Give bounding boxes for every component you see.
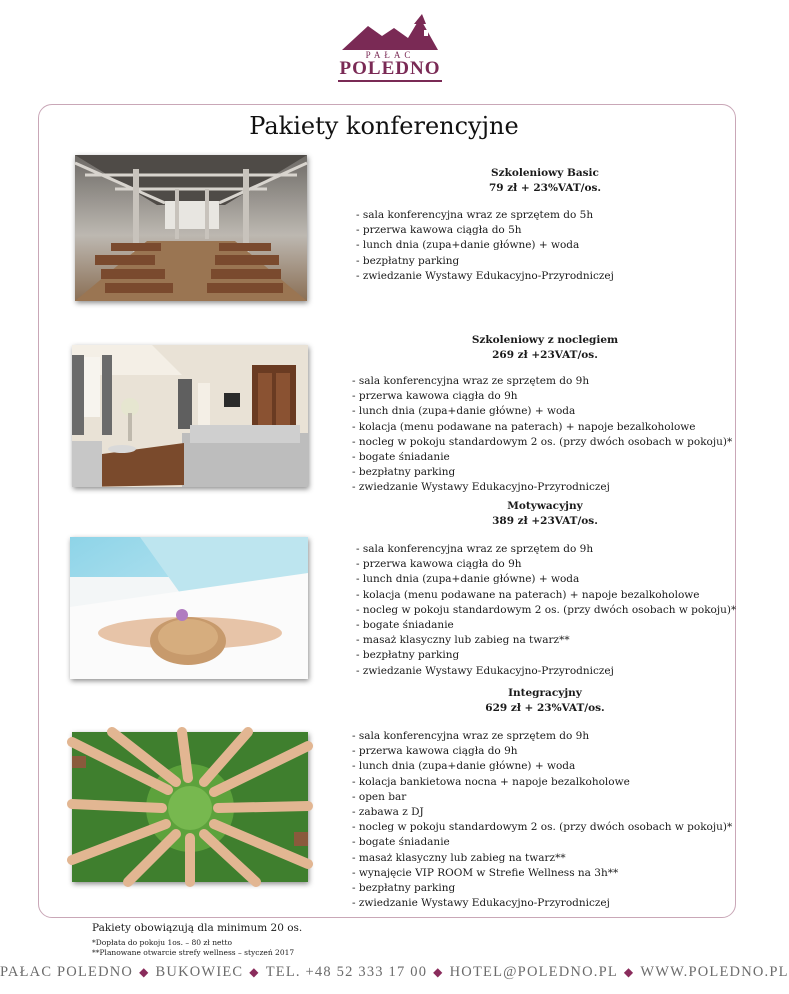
list-item: - zwiedzanie Wystawy Edukacyjno-Przyrodniczej [356, 269, 614, 282]
team-hands-photo [72, 732, 308, 882]
list-item: - przerwa kawowa ciągła do 9h [356, 558, 522, 571]
list-item: - wynajęcie VIP ROOM w Strefie Wellness na 3h** [352, 866, 619, 879]
list-item: - przerwa kawowa ciągła do 5h [356, 224, 522, 237]
package-motivational-name: Motywacyjny [507, 500, 583, 512]
list-item: - lunch dnia (zupa+danie główne) + woda [356, 239, 580, 252]
page-title: Pakiety konferencyjne [249, 112, 519, 140]
package-motivational-price: 389 zł +23VAT/os. [492, 515, 598, 527]
list-item: - przerwa kawowa ciągła do 9h [352, 390, 518, 403]
list-item: - bezpłatny parking [352, 882, 456, 895]
list-item: - nocleg w pokoju standardowym 2 os. (przy dwóch osobach w pokoju)* [352, 821, 733, 834]
wellness-note: **Planowane otwarcie strefy wellness – styczeń 2017 [92, 948, 295, 957]
package-integration-price: 629 zł + 23%VAT/os. [485, 702, 605, 714]
list-item: - zwiedzanie Wystawy Edukacyjno-Przyrodniczej [352, 897, 610, 910]
footnotes [92, 938, 294, 958]
list-item: - sala konferencyjna wraz ze sprzętem do 9h [352, 730, 590, 742]
list-item: - przerwa kawowa ciągła do 9h [352, 745, 518, 758]
list-item: - lunch dnia (zupa+danie główne) + woda [352, 760, 576, 773]
minimum-note: Pakiety obowiązują dla minimum 20 os. [92, 922, 303, 934]
package-integration-name: Integracyjny [508, 687, 582, 699]
list-item: - lunch dnia (zupa+danie główne) + woda [356, 573, 580, 586]
footer-place: BUKOWIEC [155, 964, 244, 980]
conference-hall-photo [75, 155, 307, 301]
separator-dot-icon: ◆ [623, 965, 635, 979]
list-item: - open bar [352, 790, 407, 803]
list-item: - bogate śniadanie [356, 619, 454, 632]
list-item: - nocleg w pokoju standardowym 2 os. (przy dwóch osobach w pokoju)* [356, 603, 737, 616]
list-item: - bogate śniadanie [352, 836, 450, 849]
list-item: - zwiedzanie Wystawy Edukacyjno-Przyrodniczej [356, 664, 614, 677]
package-basic-list [356, 208, 614, 284]
logo-brand-text: POLEDNO [339, 58, 441, 79]
separator-dot-icon: ◆ [249, 965, 260, 979]
footer-website[interactable]: WWW.POLEDNO.PL [640, 964, 789, 980]
package-motivational-list [356, 542, 736, 679]
list-item: - lunch dnia (zupa+danie główne) + woda [352, 405, 576, 418]
package-basic-name: Szkoleniowy Basic [491, 167, 599, 179]
list-item: - masaż klasyczny lub zabieg na twarz** [352, 851, 566, 864]
package-basic-price: 79 zł + 23%VAT/os. [488, 182, 602, 194]
package-basic-heading [430, 166, 660, 196]
surcharge-note: *Dopłata do pokoju 1os. – 80 zł netto [92, 938, 233, 947]
contact-footer [0, 964, 789, 981]
package-overnight-heading [425, 333, 665, 363]
list-item: - zwiedzanie Wystawy Edukacyjno-Przyrodniczej [352, 481, 610, 494]
list-item: - kolacja (menu podawane na paterach) + napoje bezalkoholowe [356, 588, 700, 601]
palace-roof-icon [338, 12, 442, 52]
package-overnight-name: Szkoleniowy z noclegiem [471, 334, 619, 346]
separator-dot-icon: ◆ [433, 965, 444, 979]
list-item: - sala konferencyjna wraz ze sprzętem do 5h [356, 209, 594, 221]
list-item: - kolacja bankietowa nocna + napoje bezalkoholowe [352, 775, 630, 788]
separator-dot-icon: ◆ [139, 965, 150, 979]
list-item: - nocleg w pokoju standardowym 2 os. (przy dwóch osobach w pokoju)* [352, 435, 733, 448]
list-item: - bogate śniadanie [352, 451, 450, 464]
list-item: - masaż klasyczny lub zabieg na twarz** [356, 634, 570, 647]
logo-underline [338, 80, 442, 82]
list-item: - bezpłatny parking [356, 254, 460, 267]
footer-name: PAŁAC POLEDNO [0, 964, 134, 980]
hotel-room-photo [72, 345, 308, 487]
list-item: - sala konferencyjna wraz ze sprzętem do 9h [352, 375, 590, 387]
list-item: - zabawa z DJ [352, 806, 424, 819]
list-item: - bezpłatny parking [356, 649, 460, 662]
package-motivational-heading [430, 499, 660, 529]
footer-phone[interactable]: TEL. +48 52 333 17 00 [265, 964, 428, 980]
footer-email[interactable]: HOTEL@POLEDNO.PL [449, 964, 618, 980]
logo-small-text: PAŁAC [365, 50, 415, 60]
list-item: - sala konferencyjna wraz ze sprzętem do 9h [356, 543, 594, 555]
hotel-logo [330, 12, 450, 94]
list-item: - bezpłatny parking [352, 466, 456, 479]
list-item: - kolacja (menu podawane na paterach) + napoje bezalkoholowe [352, 420, 696, 433]
package-overnight-list [352, 374, 732, 496]
package-integration-heading [430, 686, 660, 716]
massage-photo [70, 537, 308, 679]
package-overnight-price: 269 zł +23VAT/os. [492, 349, 598, 361]
package-integration-list [352, 729, 732, 911]
